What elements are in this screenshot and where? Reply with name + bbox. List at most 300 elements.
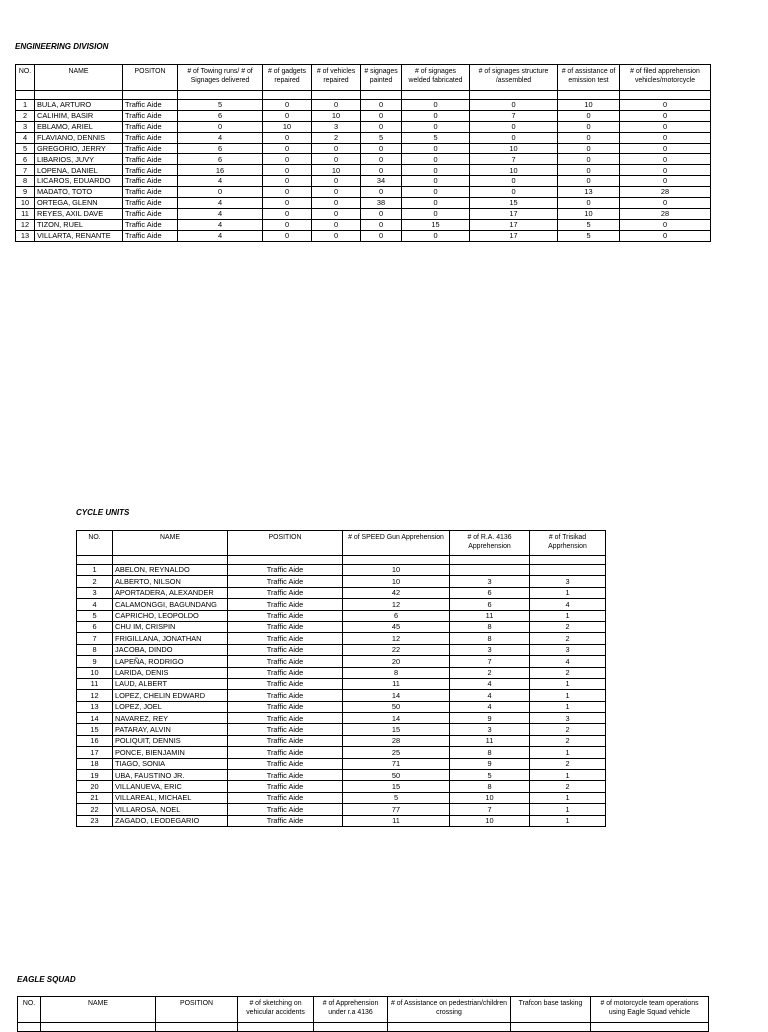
- cyc-header-trisikad: # of Trisikad Apprhension: [530, 531, 606, 556]
- cyc-cell-ra4136: 8: [450, 781, 530, 792]
- eng-cell-position: Traffic Aide: [123, 176, 178, 187]
- eng-cell-emission: 0: [558, 154, 620, 165]
- cyc-cell-speedgun: 20: [343, 656, 450, 667]
- eng-cell-name: GREGORIO, JERRY: [35, 143, 123, 154]
- cyc-cell-speedgun: 50: [343, 701, 450, 712]
- eng-header-no: NO.: [16, 65, 35, 91]
- eagle-header-trafcon: Trafcon base tasking: [511, 997, 591, 1023]
- eng-cell-emission: 0: [558, 132, 620, 143]
- eng-cell-no: 8: [16, 176, 35, 187]
- eng-cell-emission: 0: [558, 143, 620, 154]
- eng-cell-structure: 0: [470, 100, 558, 111]
- cyc-cell-name: LOPEZ, JOEL: [113, 701, 228, 712]
- cyc-cell-ra4136: 11: [450, 610, 530, 621]
- eng-cell-painted: 0: [361, 219, 402, 230]
- table-row: [16, 121, 711, 132]
- cyc-cell-ra4136: 6: [450, 587, 530, 598]
- eng-cell-position: Traffic Aide: [123, 187, 178, 198]
- cyc-cell-name: PONCE, BIENJAMIN: [113, 747, 228, 758]
- eng-cell-structure: 17: [470, 230, 558, 241]
- eng-cell-position: Traffic Aide: [123, 154, 178, 165]
- cyc-cell-speedgun: 11: [343, 678, 450, 689]
- eng-cell-no: 13: [16, 230, 35, 241]
- eng-cell-welded: 5: [402, 132, 470, 143]
- cyc-cell-ra4136: [450, 565, 530, 576]
- eng-cell-vehicles: 0: [312, 208, 361, 219]
- eng-cell-no: 4: [16, 132, 35, 143]
- cyc-cell-trisikad: 1: [530, 747, 606, 758]
- cyc-cell-trisikad: 2: [530, 724, 606, 735]
- eng-cell-structure: 15: [470, 198, 558, 209]
- cyc-cell-name: VILLAROSA, NOEL: [113, 804, 228, 815]
- cyc-cell-trisikad: 3: [530, 644, 606, 655]
- cyc-cell-name: LAPEÑA, RODRIGO: [113, 656, 228, 667]
- table-row: [77, 633, 606, 644]
- cyc-cell-ra4136: 4: [450, 701, 530, 712]
- eng-cell-emission: 0: [558, 110, 620, 121]
- eng-cell-towing: 6: [178, 110, 263, 121]
- eng-cell-position: Traffic Aide: [123, 208, 178, 219]
- cyc-cell-position: Traffic Aide: [228, 621, 343, 632]
- cyc-cell-no: 3: [77, 587, 113, 598]
- eng-cell-welded: 0: [402, 176, 470, 187]
- cyc-cell-speedgun: 12: [343, 633, 450, 644]
- eng-cell-filed: 0: [620, 132, 711, 143]
- spacer-row: [16, 91, 711, 100]
- spacer-row: [77, 556, 606, 565]
- table-row: [77, 815, 606, 826]
- engineering-title: ENGINEERING DIVISION: [15, 42, 109, 51]
- cyc-cell-no: 13: [77, 701, 113, 712]
- eng-cell-vehicles: 0: [312, 187, 361, 198]
- cyc-cell-trisikad: 1: [530, 815, 606, 826]
- eng-cell-welded: 0: [402, 100, 470, 111]
- eng-cell-welded: 0: [402, 208, 470, 219]
- cyc-cell-position: Traffic Aide: [228, 644, 343, 655]
- eng-cell-no: 6: [16, 154, 35, 165]
- cyc-cell-position: Traffic Aide: [228, 576, 343, 587]
- eng-cell-towing: 6: [178, 143, 263, 154]
- eng-cell-towing: 4: [178, 176, 263, 187]
- eng-cell-no: 12: [16, 219, 35, 230]
- eng-cell-towing: 4: [178, 208, 263, 219]
- cyc-cell-trisikad: 1: [530, 701, 606, 712]
- eagle-title: EAGLE SQUAD: [17, 975, 76, 984]
- eng-cell-painted: 0: [361, 100, 402, 111]
- eng-cell-painted: 0: [361, 154, 402, 165]
- cyc-cell-position: Traffic Aide: [228, 633, 343, 644]
- eng-cell-filed: 0: [620, 100, 711, 111]
- cyc-cell-no: 1: [77, 565, 113, 576]
- eagle-table: [17, 996, 709, 1032]
- cyc-cell-position: Traffic Aide: [228, 610, 343, 621]
- eng-cell-welded: 0: [402, 230, 470, 241]
- table-row: [16, 230, 711, 241]
- eagle-header-name: NAME: [41, 997, 156, 1023]
- cyc-cell-no: 17: [77, 747, 113, 758]
- cyc-cell-name: CHU IM, CRISPIN: [113, 621, 228, 632]
- eng-cell-painted: 0: [361, 187, 402, 198]
- eng-cell-gadgets: 0: [263, 154, 312, 165]
- cyc-cell-trisikad: 2: [530, 667, 606, 678]
- cyc-cell-position: Traffic Aide: [228, 565, 343, 576]
- eng-cell-welded: 0: [402, 110, 470, 121]
- cyc-cell-name: CAPRICHO, LEOPOLDO: [113, 610, 228, 621]
- eng-cell-vehicles: 0: [312, 230, 361, 241]
- eagle-header-no: NO.: [18, 997, 41, 1023]
- cyc-cell-position: Traffic Aide: [228, 713, 343, 724]
- eng-cell-name: VILLARTA, RENANTE: [35, 230, 123, 241]
- eng-cell-towing: 4: [178, 230, 263, 241]
- eng-header-welded: # of signages welded fabricated: [402, 65, 470, 91]
- eng-cell-vehicles: 0: [312, 154, 361, 165]
- cyc-cell-no: 12: [77, 690, 113, 701]
- eng-cell-structure: 10: [470, 165, 558, 176]
- eng-cell-welded: 0: [402, 143, 470, 154]
- cyc-header-no: NO.: [77, 531, 113, 556]
- cyc-cell-name: LAUD, ALBERT: [113, 678, 228, 689]
- eng-cell-vehicles: 0: [312, 143, 361, 154]
- cyc-cell-ra4136: 7: [450, 656, 530, 667]
- eng-cell-no: 1: [16, 100, 35, 111]
- cyc-cell-name: POLIQUIT, DENNIS: [113, 735, 228, 746]
- eng-cell-position: Traffic Aide: [123, 143, 178, 154]
- cyc-cell-no: 18: [77, 758, 113, 769]
- cycle-table: [76, 530, 606, 827]
- eng-cell-emission: 0: [558, 121, 620, 132]
- table-row: [16, 110, 711, 121]
- eng-cell-structure: 0: [470, 176, 558, 187]
- eng-cell-name: ORTEGA, GLENN: [35, 198, 123, 209]
- eng-cell-no: 2: [16, 110, 35, 121]
- cyc-cell-position: Traffic Aide: [228, 758, 343, 769]
- table-row: [16, 187, 711, 198]
- cyc-cell-name: LARIDA, DENIS: [113, 667, 228, 678]
- cyc-cell-ra4136: 6: [450, 599, 530, 610]
- eng-cell-filed: 0: [620, 143, 711, 154]
- cyc-cell-trisikad: 2: [530, 758, 606, 769]
- cyc-cell-speedgun: 5: [343, 792, 450, 803]
- cyc-cell-ra4136: 4: [450, 690, 530, 701]
- cyc-cell-name: FRIGILLANA, JONATHAN: [113, 633, 228, 644]
- eng-cell-structure: 7: [470, 154, 558, 165]
- eng-cell-filed: 0: [620, 154, 711, 165]
- cyc-cell-no: 15: [77, 724, 113, 735]
- eng-cell-position: Traffic Aide: [123, 198, 178, 209]
- cyc-cell-speedgun: 28: [343, 735, 450, 746]
- eng-cell-towing: 4: [178, 198, 263, 209]
- cyc-cell-no: 23: [77, 815, 113, 826]
- eng-cell-emission: 13: [558, 187, 620, 198]
- eng-cell-emission: 5: [558, 219, 620, 230]
- cyc-cell-speedgun: 11: [343, 815, 450, 826]
- eng-cell-name: EBLAMO, ARIEL: [35, 121, 123, 132]
- cyc-cell-position: Traffic Aide: [228, 667, 343, 678]
- eng-header-gadgets: # of gadgets repaired: [263, 65, 312, 91]
- cyc-cell-trisikad: [530, 565, 606, 576]
- table-row: [16, 198, 711, 209]
- cyc-cell-trisikad: 1: [530, 804, 606, 815]
- cyc-cell-ra4136: 3: [450, 724, 530, 735]
- cyc-cell-speedgun: 15: [343, 781, 450, 792]
- cyc-cell-ra4136: 9: [450, 758, 530, 769]
- cyc-cell-speedgun: 22: [343, 644, 450, 655]
- eng-cell-emission: 10: [558, 100, 620, 111]
- eng-cell-gadgets: 10: [263, 121, 312, 132]
- eng-cell-towing: 16: [178, 165, 263, 176]
- table-row: [77, 747, 606, 758]
- eng-cell-gadgets: 0: [263, 165, 312, 176]
- table-row: [16, 143, 711, 154]
- cyc-cell-name: ALBERTO, NILSON: [113, 576, 228, 587]
- table-row: [77, 599, 606, 610]
- eng-cell-welded: 0: [402, 198, 470, 209]
- eng-cell-welded: 0: [402, 121, 470, 132]
- table-row: [77, 758, 606, 769]
- cyc-cell-ra4136: 4: [450, 678, 530, 689]
- cyc-cell-name: APORTADERA, ALEXANDER: [113, 587, 228, 598]
- eng-cell-painted: 0: [361, 208, 402, 219]
- table-row: [16, 154, 711, 165]
- cyc-cell-speedgun: 14: [343, 713, 450, 724]
- table-row: [16, 165, 711, 176]
- cyc-cell-position: Traffic Aide: [228, 735, 343, 746]
- table-row: [77, 724, 606, 735]
- cyc-cell-position: Traffic Aide: [228, 690, 343, 701]
- eng-cell-name: FLAVIANO, DENNIS: [35, 132, 123, 143]
- cyc-cell-ra4136: 5: [450, 770, 530, 781]
- cyc-cell-trisikad: 4: [530, 656, 606, 667]
- cyc-cell-trisikad: 2: [530, 621, 606, 632]
- eng-cell-structure: 10: [470, 143, 558, 154]
- cyc-cell-speedgun: 12: [343, 599, 450, 610]
- eng-cell-vehicles: 0: [312, 100, 361, 111]
- eng-cell-position: Traffic Aide: [123, 165, 178, 176]
- table-row: [77, 690, 606, 701]
- eng-cell-painted: 0: [361, 121, 402, 132]
- eng-cell-name: MADATO, TOTO: [35, 187, 123, 198]
- cyc-cell-trisikad: 1: [530, 792, 606, 803]
- eng-cell-vehicles: 3: [312, 121, 361, 132]
- eng-cell-painted: 0: [361, 165, 402, 176]
- cyc-cell-no: 7: [77, 633, 113, 644]
- eng-cell-welded: 15: [402, 219, 470, 230]
- cyc-cell-trisikad: 1: [530, 678, 606, 689]
- eng-cell-no: 5: [16, 143, 35, 154]
- eng-cell-position: Traffic Aide: [123, 121, 178, 132]
- cyc-cell-trisikad: 3: [530, 713, 606, 724]
- cyc-cell-speedgun: 8: [343, 667, 450, 678]
- eng-cell-gadgets: 0: [263, 198, 312, 209]
- eng-cell-emission: 0: [558, 176, 620, 187]
- eng-header-structure: # of signages structure /assembled: [470, 65, 558, 91]
- eng-cell-towing: 0: [178, 187, 263, 198]
- table-row: [16, 208, 711, 219]
- table-row: [16, 132, 711, 143]
- eagle-header-apprehension: # of Apprehension under r.a 4136: [314, 997, 388, 1023]
- eng-cell-painted: 0: [361, 143, 402, 154]
- eng-cell-filed: 28: [620, 187, 711, 198]
- cyc-cell-trisikad: 1: [530, 587, 606, 598]
- eagle-header-position: POSITION: [156, 997, 238, 1023]
- eng-header-name: NAME: [35, 65, 123, 91]
- eng-cell-no: 11: [16, 208, 35, 219]
- eng-cell-towing: 6: [178, 154, 263, 165]
- cyc-cell-position: Traffic Aide: [228, 701, 343, 712]
- cyc-cell-trisikad: 1: [530, 690, 606, 701]
- eng-cell-emission: 10: [558, 208, 620, 219]
- eng-cell-painted: 38: [361, 198, 402, 209]
- eng-cell-filed: 0: [620, 110, 711, 121]
- eng-cell-position: Traffic Aide: [123, 100, 178, 111]
- table-row: [77, 781, 606, 792]
- eng-cell-name: TIZON, RUEL: [35, 219, 123, 230]
- table-row: [77, 792, 606, 803]
- cyc-cell-position: Traffic Aide: [228, 770, 343, 781]
- cyc-cell-ra4136: 8: [450, 621, 530, 632]
- cyc-cell-speedgun: 6: [343, 610, 450, 621]
- cyc-cell-no: 9: [77, 656, 113, 667]
- cyc-header-position: POSITION: [228, 531, 343, 556]
- cyc-cell-ra4136: 7: [450, 804, 530, 815]
- eng-cell-vehicles: 0: [312, 198, 361, 209]
- cyc-cell-position: Traffic Aide: [228, 804, 343, 815]
- cyc-cell-name: JACOBA, DINDO: [113, 644, 228, 655]
- cyc-cell-no: 21: [77, 792, 113, 803]
- cyc-cell-ra4136: 8: [450, 633, 530, 644]
- eng-cell-structure: 17: [470, 208, 558, 219]
- cyc-cell-trisikad: 1: [530, 610, 606, 621]
- cyc-cell-no: 19: [77, 770, 113, 781]
- cyc-header-name: NAME: [113, 531, 228, 556]
- cyc-cell-no: 8: [77, 644, 113, 655]
- eng-cell-no: 3: [16, 121, 35, 132]
- eng-cell-name: CALIHIM, BASIR: [35, 110, 123, 121]
- eng-cell-structure: 0: [470, 187, 558, 198]
- cyc-cell-no: 16: [77, 735, 113, 746]
- eng-cell-painted: 0: [361, 230, 402, 241]
- cyc-cell-trisikad: 2: [530, 735, 606, 746]
- cyc-cell-no: 20: [77, 781, 113, 792]
- eng-cell-emission: 0: [558, 165, 620, 176]
- eng-header-position: POSITON: [123, 65, 178, 91]
- cyc-cell-name: CALAMONGGI, BAGUNDANG: [113, 599, 228, 610]
- eng-cell-welded: 0: [402, 154, 470, 165]
- cyc-cell-name: TIAGO, SONIA: [113, 758, 228, 769]
- cyc-cell-ra4136: 3: [450, 576, 530, 587]
- cyc-cell-no: 11: [77, 678, 113, 689]
- eng-cell-filed: 0: [620, 165, 711, 176]
- eng-cell-name: REYES, AXIL DAVE: [35, 208, 123, 219]
- eng-cell-name: BULA, ARTURO: [35, 100, 123, 111]
- eng-header-towing: # of Towing runs/ # of Signages delivered: [178, 65, 263, 91]
- cyc-cell-position: Traffic Aide: [228, 792, 343, 803]
- eng-cell-towing: 4: [178, 132, 263, 143]
- eng-cell-no: 10: [16, 198, 35, 209]
- eng-cell-structure: 0: [470, 121, 558, 132]
- cyc-cell-position: Traffic Aide: [228, 724, 343, 735]
- cyc-cell-name: VILLAREAL, MICHAEL: [113, 792, 228, 803]
- cyc-cell-no: 5: [77, 610, 113, 621]
- table-row: [77, 667, 606, 678]
- eng-cell-emission: 5: [558, 230, 620, 241]
- cyc-cell-ra4136: 11: [450, 735, 530, 746]
- cyc-header-speedgun: # of SPEED Gun Apprehension: [343, 531, 450, 556]
- cyc-cell-speedgun: 10: [343, 576, 450, 587]
- eng-cell-position: Traffic Aide: [123, 230, 178, 241]
- engineering-table: [15, 64, 711, 242]
- table-row: [77, 804, 606, 815]
- cyc-cell-speedgun: 77: [343, 804, 450, 815]
- eng-cell-painted: 0: [361, 110, 402, 121]
- cyc-cell-ra4136: 8: [450, 747, 530, 758]
- eng-cell-filed: 0: [620, 121, 711, 132]
- cyc-cell-trisikad: 4: [530, 599, 606, 610]
- eng-cell-filed: 0: [620, 219, 711, 230]
- cyc-cell-speedgun: 71: [343, 758, 450, 769]
- cyc-cell-speedgun: 15: [343, 724, 450, 735]
- cyc-cell-no: 2: [77, 576, 113, 587]
- eng-cell-painted: 34: [361, 176, 402, 187]
- eng-cell-towing: 4: [178, 219, 263, 230]
- eng-cell-position: Traffic Aide: [123, 110, 178, 121]
- table-row: [77, 770, 606, 781]
- eng-cell-gadgets: 0: [263, 176, 312, 187]
- cyc-cell-position: Traffic Aide: [228, 781, 343, 792]
- table-row: [16, 176, 711, 187]
- cyc-cell-ra4136: 3: [450, 644, 530, 655]
- cyc-cell-trisikad: 2: [530, 633, 606, 644]
- cyc-cell-speedgun: 25: [343, 747, 450, 758]
- eng-cell-structure: 7: [470, 110, 558, 121]
- eng-cell-painted: 5: [361, 132, 402, 143]
- table-row: [77, 587, 606, 598]
- cyc-cell-ra4136: 10: [450, 815, 530, 826]
- eng-header-filed: # of filed apprehension vehicles/motorcycle: [620, 65, 711, 91]
- eng-cell-gadgets: 0: [263, 230, 312, 241]
- eagle-header-motorcycle: # of motorcycle team operations using Eagle Squad vehicle: [591, 997, 709, 1023]
- cyc-cell-position: Traffic Aide: [228, 599, 343, 610]
- eng-cell-position: Traffic Aide: [123, 219, 178, 230]
- eng-cell-no: 9: [16, 187, 35, 198]
- eng-cell-no: 7: [16, 165, 35, 176]
- cyc-cell-speedgun: 14: [343, 690, 450, 701]
- table-row: [77, 656, 606, 667]
- cycle-title: CYCLE UNITS: [76, 508, 130, 517]
- eng-cell-welded: 0: [402, 187, 470, 198]
- eng-header-emission: # of assistance of emission test: [558, 65, 620, 91]
- cyc-cell-speedgun: 10: [343, 565, 450, 576]
- cyc-cell-name: LOPEZ, CHELIN EDWARD: [113, 690, 228, 701]
- cyc-cell-trisikad: 1: [530, 770, 606, 781]
- cyc-cell-position: Traffic Aide: [228, 656, 343, 667]
- eng-cell-towing: 0: [178, 121, 263, 132]
- table-row: [77, 565, 606, 576]
- eng-cell-gadgets: 0: [263, 132, 312, 143]
- table-row: [77, 621, 606, 632]
- eng-cell-vehicles: 2: [312, 132, 361, 143]
- cyc-cell-no: 4: [77, 599, 113, 610]
- cyc-header-ra4136: # of R.A. 4136 Apprehension: [450, 531, 530, 556]
- eng-cell-gadgets: 0: [263, 187, 312, 198]
- eng-cell-towing: 5: [178, 100, 263, 111]
- eng-cell-gadgets: 0: [263, 143, 312, 154]
- table-row: [77, 713, 606, 724]
- cyc-cell-position: Traffic Aide: [228, 747, 343, 758]
- table-row: [77, 678, 606, 689]
- cyc-cell-ra4136: 10: [450, 792, 530, 803]
- cyc-cell-position: Traffic Aide: [228, 678, 343, 689]
